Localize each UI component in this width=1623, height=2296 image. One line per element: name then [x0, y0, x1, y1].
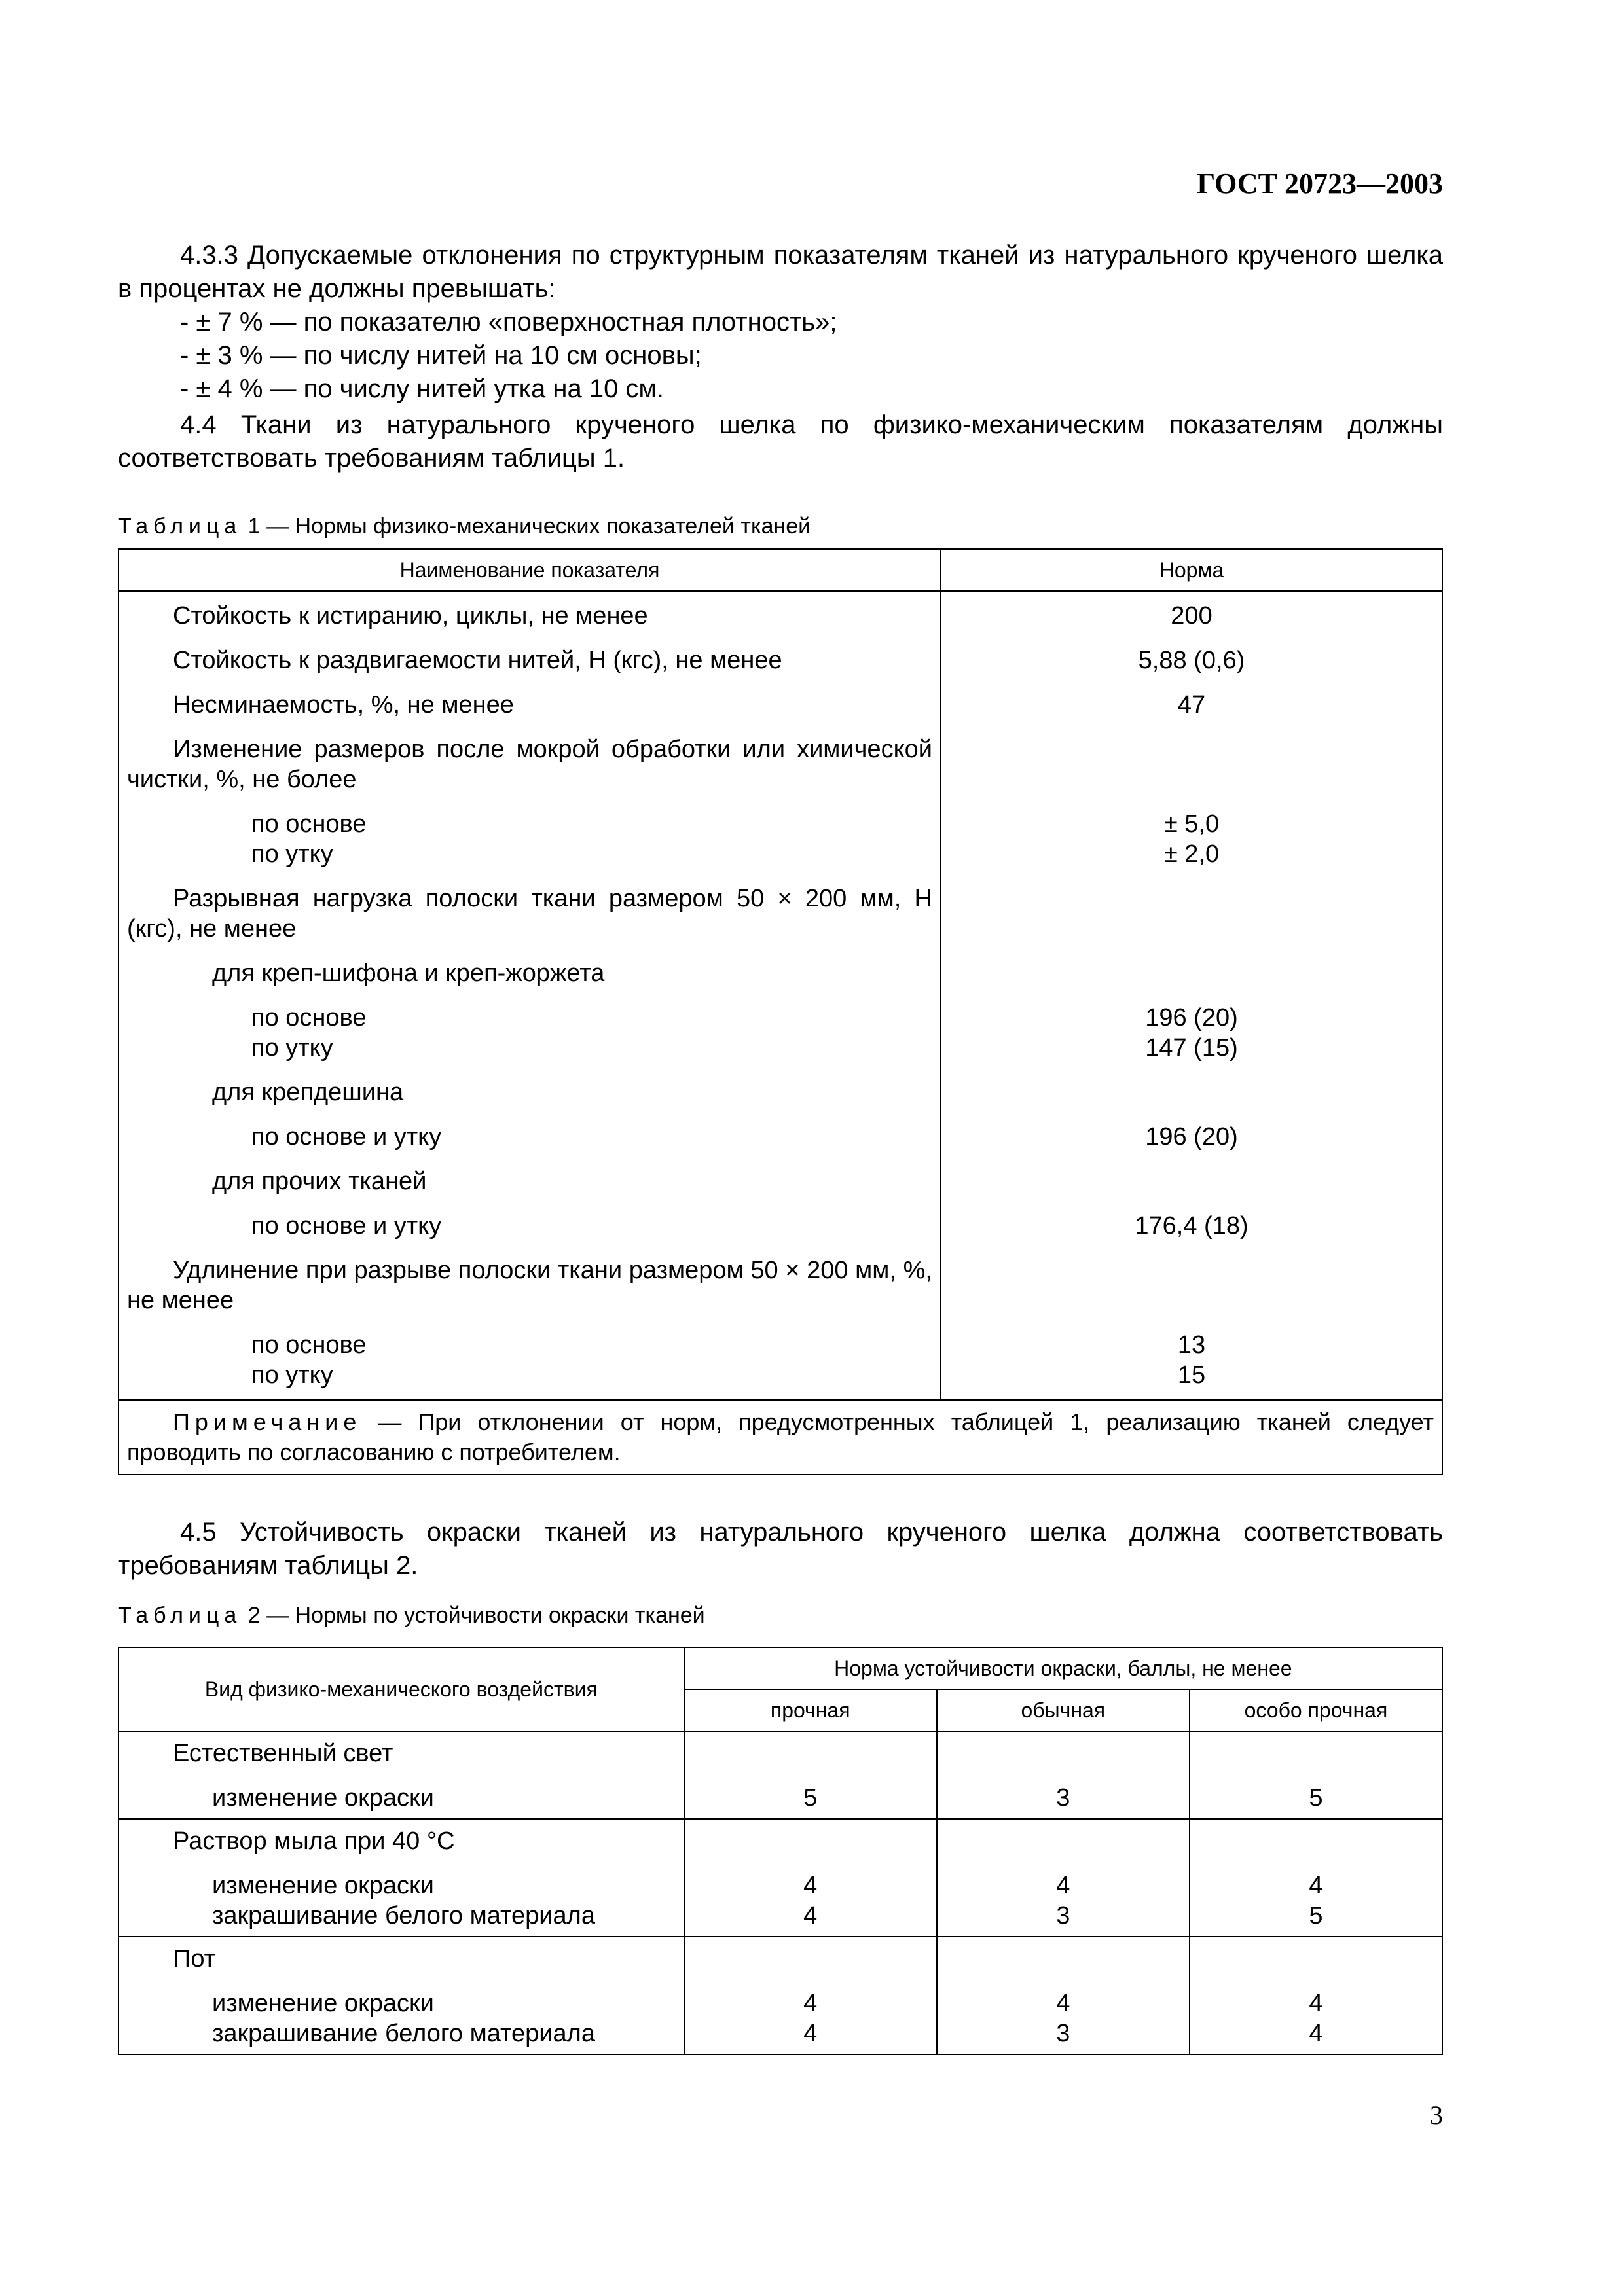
- value-cell: 4: [803, 1990, 818, 2017]
- table1-body: [119, 591, 1442, 1400]
- slippage-label: Стойкость к раздвигаемости нитей, Н (кгс), не менее: [173, 647, 782, 674]
- cc-weft-label: по утку: [251, 1034, 333, 1062]
- table2-header-impact: Вид физико-механического воздействия: [119, 1647, 684, 1731]
- crepe-de-chine-label: для крепдешина: [212, 1079, 404, 1106]
- note-text: — При отклонении от норм, предусмотренных таблицей 1, реализацию тканей следует проводить по согласованию с потребителем.: [127, 1408, 1434, 1465]
- content: [118, 239, 1443, 2055]
- cc-warp-value: 196 (20): [1145, 1004, 1238, 1031]
- paragraph-4-3-3: 4.3.3 Допускаемые отклонения по структурным показателям тканей из натурального крученого шелка в процентах не должны превышать:: [118, 241, 1443, 303]
- value-cell: 5: [803, 1784, 818, 1812]
- other-value: 176,4 (18): [1135, 1212, 1249, 1240]
- table1-header-name: Наименование показателя: [119, 549, 941, 591]
- value-cell: 5: [1309, 1784, 1323, 1812]
- row-label: изменение окраски: [212, 1784, 434, 1812]
- elongation-warp-label: по основе: [251, 1331, 367, 1359]
- table1-caption: [118, 512, 1443, 541]
- value-cell: 5: [1309, 1902, 1323, 1929]
- group-label-cell: [119, 1731, 684, 1819]
- value-cell: 4: [1309, 1990, 1323, 2017]
- crease-value: 47: [1177, 691, 1206, 719]
- cdc-label: по основе и утку: [251, 1123, 442, 1151]
- list-item: - ± 3 % — по числу нитей на 10 см основы;: [180, 341, 702, 370]
- table-2: [118, 1647, 1443, 2055]
- group-label-cell: [119, 1937, 684, 2054]
- elongation-weft-value: 15: [1177, 1361, 1206, 1389]
- table2-header-norm: Норма устойчивости окраски, баллы, не менее: [684, 1647, 1442, 1689]
- table-1: [118, 548, 1443, 1475]
- group-label-cell: [119, 1819, 684, 1937]
- table2-subheader-normal: обычная: [937, 1689, 1190, 1731]
- table2-header-row: [119, 1647, 1442, 1689]
- other-label: по основе и утку: [251, 1212, 442, 1240]
- value-cell: 4: [1056, 1872, 1070, 1899]
- value-cell: 4: [803, 2020, 818, 2047]
- table2-caption: [118, 1601, 1443, 1630]
- list-item: - ± 4 % — по числу нитей утка на 10 см.: [180, 374, 665, 403]
- value-cell: 4: [803, 1902, 818, 1929]
- table2-caption-prefix: Таблица: [118, 1603, 242, 1628]
- table2-group-natural-light: [119, 1731, 1442, 1819]
- abrasion-label: Стойкость к истиранию, циклы, не менее: [173, 602, 648, 630]
- table2-subheader-strong: прочная: [684, 1689, 937, 1731]
- elongation-label: Удлинение при разрыве полоски ткани размером 50 × 200 мм, %, не менее: [127, 1257, 932, 1314]
- value-cell: 4: [1309, 1872, 1323, 1899]
- table2-group-sweat: [119, 1937, 1442, 2054]
- table1-caption-prefix: Таблица: [118, 514, 242, 539]
- table1-header-row: [119, 549, 1442, 591]
- breaking-label: Разрывная нагрузка полоски ткани размером 50 × 200 мм, Н (кгс), не менее: [127, 885, 932, 942]
- row-label: изменение окраски: [212, 1990, 434, 2017]
- document-id: ГОСТ 20723—2003: [1197, 168, 1443, 200]
- other-fabrics-label: для прочих тканей: [212, 1168, 427, 1195]
- slippage-value: 5,88 (0,6): [1138, 647, 1245, 674]
- table1-note: [119, 1400, 1442, 1475]
- value-cell: 4: [803, 1872, 818, 1899]
- row-label: закрашивание белого материала: [212, 1902, 595, 1929]
- value-cell: 4: [1309, 2020, 1323, 2047]
- table2-group-soap: [119, 1819, 1442, 1937]
- value-cell: 3: [1056, 1902, 1070, 1929]
- group-title: Раствор мыла при 40 °С: [173, 1827, 455, 1855]
- value-cell: 3: [1056, 2020, 1070, 2047]
- crepe-chiffon-label: для креп-шифона и креп-жоржета: [212, 960, 605, 987]
- table1-header-norm: Норма: [941, 549, 1442, 591]
- crease-label: Несминаемость, %, не менее: [173, 691, 514, 719]
- elongation-warp-value: 13: [1177, 1331, 1206, 1359]
- dimchange-warp-value: ± 5,0: [1163, 810, 1220, 838]
- note-prefix: Примечание: [173, 1408, 362, 1435]
- row-label: закрашивание белого материала: [212, 2020, 595, 2047]
- table2-subheader-extra-strong: особо прочная: [1190, 1689, 1442, 1731]
- table1-names-column: [119, 591, 941, 1400]
- elongation-weft-label: по утку: [251, 1361, 333, 1389]
- dimchange-weft-label: по утку: [251, 840, 333, 868]
- cc-warp-label: по основе: [251, 1004, 367, 1031]
- dimchange-label: Изменение размеров после мокрой обработки или химической чистки, %, не более: [127, 736, 932, 793]
- row-label: изменение окраски: [212, 1872, 434, 1899]
- group-title: Пот: [173, 1945, 216, 1973]
- page-number: 3: [1430, 2100, 1443, 2130]
- value-cell: 4: [1056, 1990, 1070, 2017]
- dimchange-weft-value: ± 2,0: [1163, 840, 1220, 868]
- dimchange-warp-label: по основе: [251, 810, 367, 838]
- table1-values-column: [941, 591, 1442, 1400]
- paragraph-4-4: 4.4 Ткани из натурального крученого шелка по физико-механическим показателям должны соответствовать требованиям таблицы 1.: [118, 410, 1443, 473]
- list-item: - ± 7 % — по показателю «поверхностная плотность»;: [180, 308, 837, 336]
- cc-weft-value: 147 (15): [1145, 1034, 1238, 1062]
- value-cell: 3: [1056, 1784, 1070, 1812]
- cdc-value: 196 (20): [1145, 1123, 1238, 1151]
- table2-caption-text: 2 — Нормы по устойчивости окраски тканей: [242, 1603, 705, 1628]
- abrasion-value: 200: [1171, 602, 1213, 630]
- table1-note-row: [119, 1400, 1442, 1475]
- table1-caption-text: 1 — Нормы физико-механических показателей тканей: [242, 514, 811, 539]
- paragraph-4-5: 4.5 Устойчивость окраски тканей из натурального крученого шелка должна соответствовать требованиям таблицы 2.: [118, 1518, 1443, 1580]
- group-title: Естественный свет: [173, 1740, 393, 1767]
